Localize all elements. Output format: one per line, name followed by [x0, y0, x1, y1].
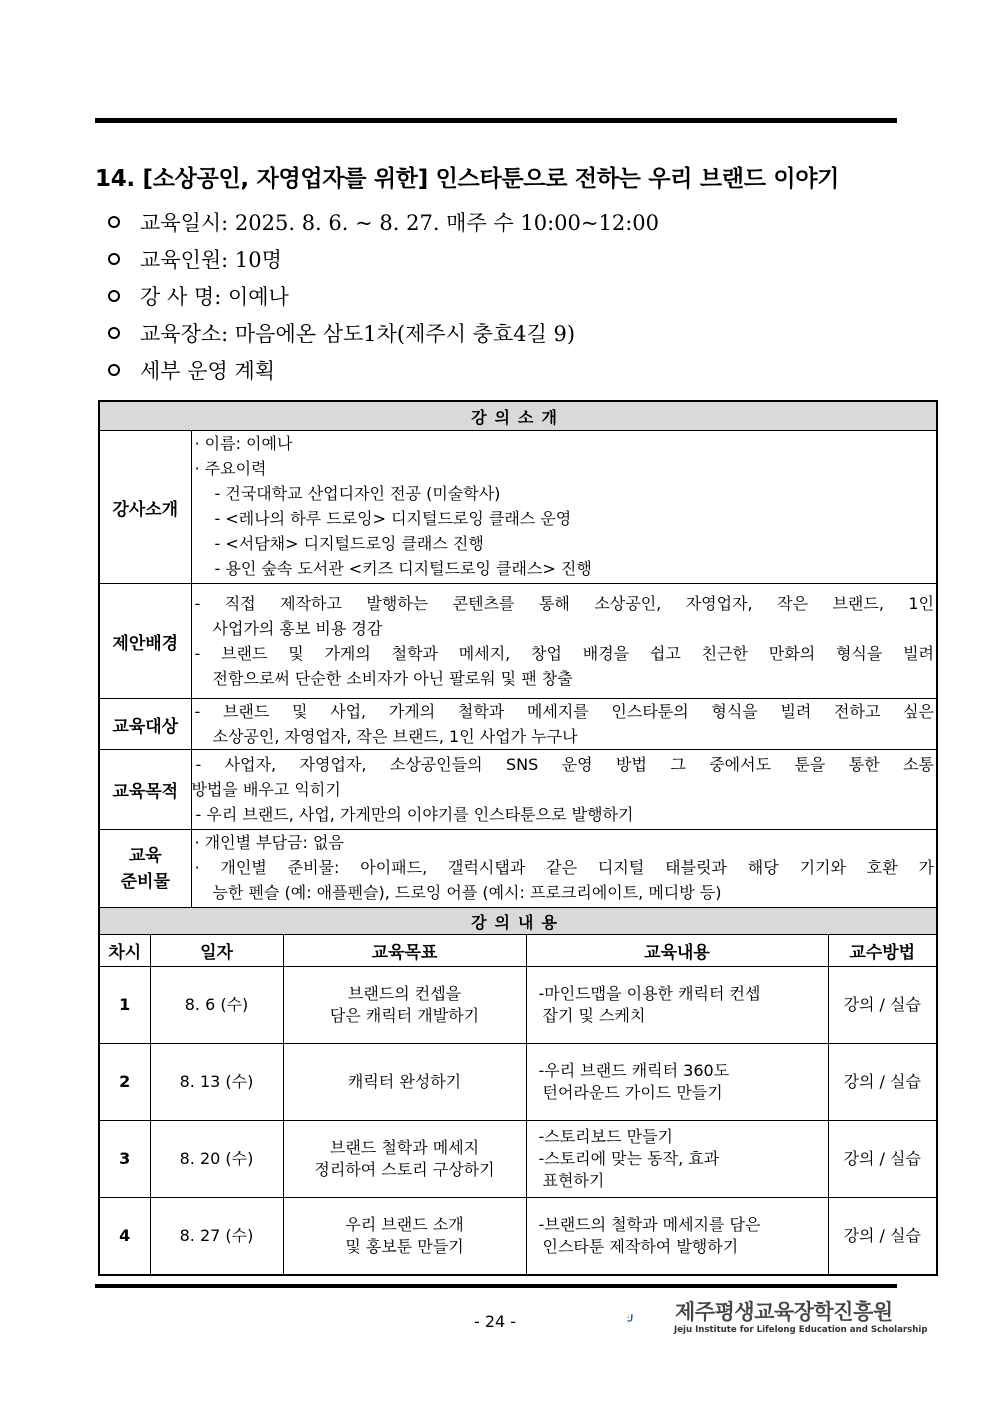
- session-method: 강의 / 실습: [828, 1044, 937, 1121]
- col-date: 일자: [150, 935, 283, 967]
- table-row: [99, 967, 937, 1044]
- schedule-heading: 강의내용: [99, 908, 937, 935]
- col-session: 차시: [99, 935, 150, 967]
- institute-logo-icon: [626, 1294, 676, 1342]
- session-method: 강의 / 실습: [828, 1198, 937, 1276]
- circle-bullet-icon: [108, 253, 120, 265]
- goal-content: - 사업자, 자영업자, 소상공인들의 SNS 운영 방법 그 중에서도 툰을 통한 소통 방법을 배우고 익히기 - 우리 브랜드, 사업, 가게만의 이야기를 인스타툰으로 발행하기: [191, 750, 937, 830]
- materials-label: 교육 준비물: [99, 830, 191, 908]
- target-label: 교육대상: [99, 699, 191, 750]
- target-content: - 브랜드 및 사업, 가게의 철학과 메세지를 인스타툰의 형식을 빌려 전하고 싶은 소상공인, 자영업자, 작은 브랜드, 1인 사업가 누구나: [191, 699, 937, 750]
- institute-name-en: Jeju Institute for Lifelong Education and Scholarship: [674, 1325, 928, 1335]
- col-content: 교육내용: [526, 935, 828, 967]
- background-label: 제안배경: [99, 584, 191, 699]
- info-item-location: 교육장소: 마음에온 삼도1차(제주시 충효4길 9): [108, 314, 908, 351]
- session-number: 3: [99, 1121, 150, 1198]
- col-method: 교수방법: [828, 935, 937, 967]
- circle-bullet-icon: [108, 364, 120, 376]
- info-item-plan: 세부 운영 계획: [108, 351, 908, 388]
- session-content: -브랜드의 철학과 메세지를 담은 인스타툰 제작하여 발행하기: [526, 1198, 828, 1276]
- session-date: 8. 27 (수): [150, 1198, 283, 1276]
- session-objective: 우리 브랜드 소개 및 홍보툰 만들기: [283, 1198, 526, 1276]
- session-date: 8. 6 (수): [150, 967, 283, 1044]
- table-row: [99, 1044, 937, 1121]
- session-date: 8. 20 (수): [150, 1121, 283, 1198]
- instructor-content: · 이름: 이예나 · 주요이력 - 건국대학교 산업디자인 전공 (미술학사) - <레나의 하루 드로잉> 디지털드로잉 클래스 운영 - <서담채> 디지털드로잉 클래스 진행 - 용인 숲속 도서관 <키즈 디지털드로잉 클래스> 진행: [191, 431, 937, 584]
- session-content: -우리 브랜드 캐릭터 360도 턴어라운드 가이드 만들기: [526, 1044, 828, 1121]
- institute-name-kr: 제주평생교육장학진흥원: [675, 1300, 893, 1324]
- session-method: 강의 / 실습: [828, 967, 937, 1044]
- info-item-datetime: 교육일시: 2025. 8. 6. ~ 8. 27. 매주 수 10:00~12:00: [108, 203, 908, 240]
- circle-bullet-icon: [108, 290, 120, 302]
- circle-bullet-icon: [108, 216, 120, 228]
- instructor-label: 강사소개: [99, 431, 191, 584]
- intro-heading: 강의소개: [99, 401, 937, 431]
- session-number: 4: [99, 1198, 150, 1276]
- col-objective: 교육목표: [283, 935, 526, 967]
- session-number: 1: [99, 967, 150, 1044]
- session-content: -마인드맵을 이용한 캐릭터 컨셉 잡기 및 스케치: [526, 967, 828, 1044]
- course-table: [98, 400, 938, 1276]
- info-item-instructor: 강 사 명: 이예나: [108, 277, 908, 314]
- table-row: [99, 1121, 937, 1198]
- info-item-capacity: 교육인원: 10명: [108, 240, 908, 277]
- materials-content: · 개인별 부담금: 없음 · 개인별 준비물: 아이패드, 갤럭시탭과 같은 디지털 태블릿과 해당 기기와 호환 가 능한 펜슬 (예: 애플펜슬), 드로잉 어플 (예시: 프로크리에이트, 메디방 등): [191, 830, 937, 908]
- session-objective: 캐릭터 완성하기: [283, 1044, 526, 1121]
- circle-bullet-icon: [108, 327, 120, 339]
- session-number: 2: [99, 1044, 150, 1121]
- top-rule: [95, 118, 897, 123]
- session-objective: 브랜드 철학과 메세지 정리하여 스토리 구상하기: [283, 1121, 526, 1198]
- session-objective: 브랜드의 컨셉을 담은 캐릭터 개발하기: [283, 967, 526, 1044]
- page-title: 14. [소상공인, 자영업자를 위한] 인스타툰으로 전하는 우리 브랜드 이야기: [95, 166, 840, 192]
- info-list: [108, 203, 908, 388]
- session-method: 강의 / 실습: [828, 1121, 937, 1198]
- session-date: 8. 13 (수): [150, 1044, 283, 1121]
- background-content: - 직접 제작하고 발행하는 콘텐츠를 통해 소상공인, 자영업자, 작은 브랜드, 1인 사업가의 홍보 비용 경감 - 브랜드 및 가게의 철학과 메세지, 창업 배경을 쉽고 친근한 만화의 형식을 빌려 전함으로써 단순한 소비자가 아닌 팔로워 및 팬 창출: [191, 584, 937, 699]
- table-row: [99, 1198, 937, 1276]
- page-number: - 24 -: [473, 1312, 517, 1331]
- session-content: -스토리보드 만들기 -스토리에 맞는 동작, 효과 표현하기: [526, 1121, 828, 1198]
- bottom-rule: [95, 1284, 897, 1288]
- goal-label: 교육목적: [99, 750, 191, 830]
